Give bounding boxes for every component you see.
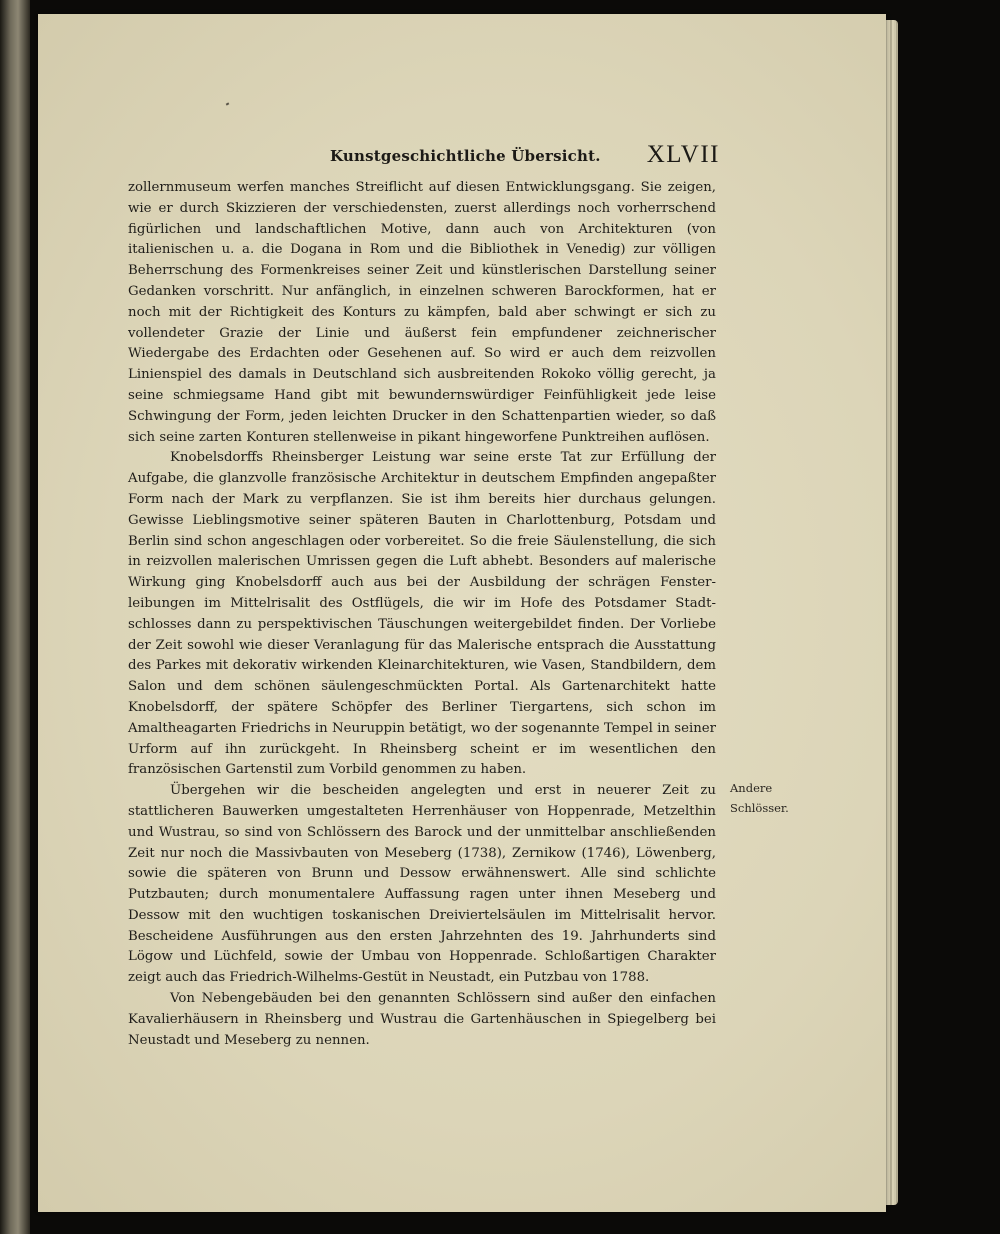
body-text — [128, 178, 716, 1051]
paragraph-3: Übergehen wir die bescheiden angelegten und erst in neuerer Zeit zu stattlicheren Bauwerken umgestalteten Herrenhäuser von Hoppenrade, Metzelthin und Wustrau, so sind von Schlössern des Barock und der unmittelbar anschließenden Zeit nur noch die Massivbauten von Meseberg (1738), Zernikow (1746), Löwenberg, sowie die späteren von Brunn und Dessow erwähnenswert. Alle sind schlichte Putzbauten; durch monumentalere Auffassung ragen unter ihnen Meseberg und Dessow mit den wuchtigen toskanischen Dreiviertelsäulen im Mittelrisalit hervor. Bescheidene Ausführungen aus den ersten Jahrzehnten des 19. Jahrhunderts sind Lögow und Lüchfeld, sowie der Umbau von Hoppenrade. Schloßartigen Charakter zeigt auch das Friedrich-Wilhelms-Gestüt in Neustadt, ein Putzbau von 1788. — [128, 783, 716, 986]
previous-page-edge — [0, 0, 30, 1234]
page-number: XLVII — [646, 141, 720, 168]
paragraph-1: zollernmuseum werfen manches Streiflicht auf diesen Entwicklungsgang. Sie zeigen, wie er durch Skizzieren der verschiedensten, zuerst allerdings noch vorherrschend figürlichen und landschaftlichen Motive, dann auch von Architekturen (von italienischen u. a. die Dogana in Rom und die Bibliothek in Venedig) zur völligen Beherrschung des Formenkreises seiner Zeit und künstlerischen Darstellung seiner Gedanken vorschritt. Nur anfänglich, in einzelnen schweren Barockformen, hat er noch mit der Richtigkeit des Konturs zu kämpfen, bald aber schwingt er sich zu vollendeter Grazie der Linie und äußerst fein empfundener zeichnerischer Wiedergabe des Erdachten oder Gesehenen auf. So wird er auch dem reizvollen Linienspiel des damals in Deutschland sich ausbreitenden Rokoko völlig gerecht, ja seine schmiegsame Hand gibt mit bewundernswürdiger Feinfühligkeit jede leise Schwingung der Form, jeden leichten Drucker in den Schattenpartien wieder, so daß sich seine zarten Konturen stellenweise in pikant hingeworfene Punktreihen auflösen. — [128, 180, 716, 445]
margin-note-line-2: Schlösser. — [730, 801, 789, 815]
paper-speck — [226, 102, 230, 105]
running-head — [290, 141, 720, 175]
running-head-title: Kunstgeschichtliche Übersicht. — [330, 147, 601, 165]
paragraph-2: Knobelsdorffs Rheinsberger Leistung war seine erste Tat zur Erfüllung der Aufgabe, die glanzvolle französische Architektur in deutschem Empfinden angepaßter Form nach der Mark zu verpflanzen. Sie ist ihm bereits hier durchaus gelungen. Gewisse Lieblingsmotive seiner späteren Bauten in Charlottenburg, Potsdam und Berlin sind schon angeschlagen oder vorbereitet. So die freie Säulenstellung, die sich in reizvollen malerischen Umrissen gegen die Luft abhebt. Besonders auf malerische Wirkung ging Knobelsdorff auch aus bei der Ausbildung der schrägen Fensterleibungen im Mittelrisalit des Ostflügels, die wir im Hofe des Potsdamer Stadtschlosses dann zu perspektivischen Täuschungen weitergebildet finden. Der Vorliebe der Zeit sowohl wie dieser Veranlagung für das Malerische entsprach die Ausstattung des Parkes mit dekorativ wirkenden Kleinarchitekturen, wie Vasen, Standbildern, dem Salon und dem schönen säulengeschmückten Portal. Als Gartenarchitekt hatte Knobelsdorff, der spätere Schöpfer des Berliner Tiergartens, sich schon im Amaltheagarten Friedrichs in Neuruppin betätigt, wo der sogenannte Tempel in seiner Urform auf ihn zurückgeht. In Rheinsberg scheint er im wesentlichen den französischen Gartenstil zum Vorbild genommen zu haben. — [128, 450, 716, 778]
paragraph-4: Von Nebengebäuden bei den genannten Schlössern sind außer den einfachen Kavalierhäusern in Rheinsberg und Wustrau die Gartenhäuschen in Spiegelberg bei Neustadt und Meseberg zu nennen. — [128, 991, 716, 1048]
margin-note — [730, 778, 810, 818]
margin-note-line-1: Andere — [730, 781, 773, 795]
